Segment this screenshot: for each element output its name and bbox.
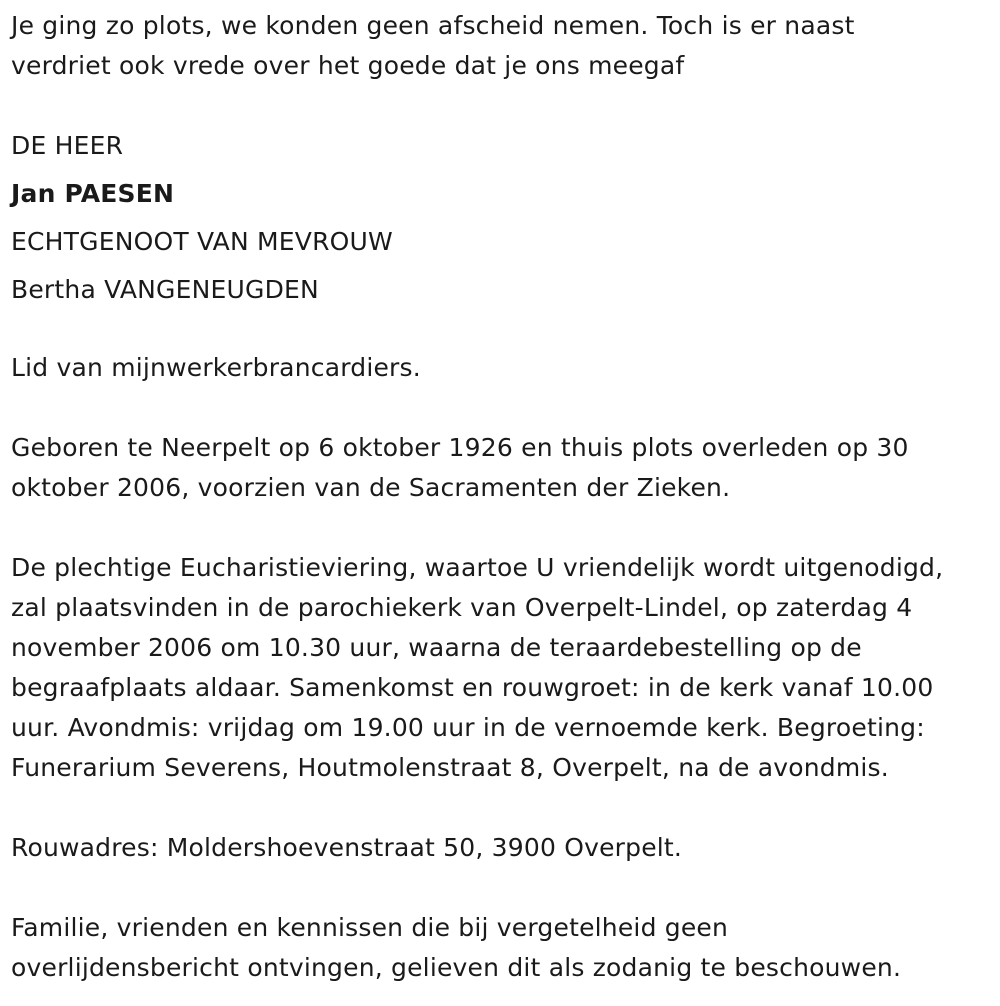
intro-line-2: verdriet ook vrede over het goede dat je ons meegaf xyxy=(11,51,685,80)
deceased-block xyxy=(11,122,996,314)
intro-line-1: Je ging zo plots, we konden geen afscheid nemen. Toch is er naast xyxy=(11,11,855,40)
closing-line-1: Familie, vrienden en kennissen die bij vergetelheid geen xyxy=(11,913,729,942)
spouse-name: Bertha VANGENEUGDEN xyxy=(11,275,319,304)
ceremony-line-2: zal plaatsvinden in de parochiekerk van Overpelt-Lindel, op zaterdag 4 xyxy=(11,593,913,622)
ceremony-paragraph xyxy=(11,548,996,788)
spacer xyxy=(11,788,996,828)
birth-death-paragraph xyxy=(11,428,996,508)
birth-death-line-1: Geboren te Neerpelt op 6 oktober 1926 en thuis plots overleden op 30 xyxy=(11,433,909,462)
closing-paragraph xyxy=(11,908,996,988)
deceased-relation: ECHTGENOOT VAN MEVROUW xyxy=(11,227,393,256)
obituary-document xyxy=(11,6,996,988)
closing-line-2: overlijdensbericht ontvingen, gelieven dit als zodanig te beschouwen. xyxy=(11,953,902,982)
spacer xyxy=(11,868,996,908)
spacer xyxy=(11,508,996,548)
ceremony-line-5: uur. Avondmis: vrijdag om 19.00 uur in de vernoemde kerk. Begroeting: xyxy=(11,713,925,742)
deceased-name: Jan PAESEN xyxy=(11,179,175,208)
spacer xyxy=(11,388,996,428)
ceremony-line-4: begraafplaats aldaar. Samenkomst en rouwgroet: in de kerk vanaf 10.00 xyxy=(11,673,934,702)
intro-paragraph xyxy=(11,6,996,86)
ceremony-line-3: november 2006 om 10.30 uur, waarna de teraardebestelling op de xyxy=(11,633,862,662)
membership-text: Lid van mijnwerkerbrancardiers. xyxy=(11,353,421,382)
birth-death-line-2: oktober 2006, voorzien van de Sacramenten der Zieken. xyxy=(11,473,731,502)
ceremony-line-1: De plechtige Eucharistieviering, waartoe U vriendelijk wordt uitgenodigd, xyxy=(11,553,944,582)
address-text: Rouwadres: Moldershoevenstraat 50, 3900 Overpelt. xyxy=(11,833,683,862)
deceased-title: DE HEER xyxy=(11,131,124,160)
ceremony-line-6: Funerarium Severens, Houtmolenstraat 8, Overpelt, na de avondmis. xyxy=(11,753,889,782)
